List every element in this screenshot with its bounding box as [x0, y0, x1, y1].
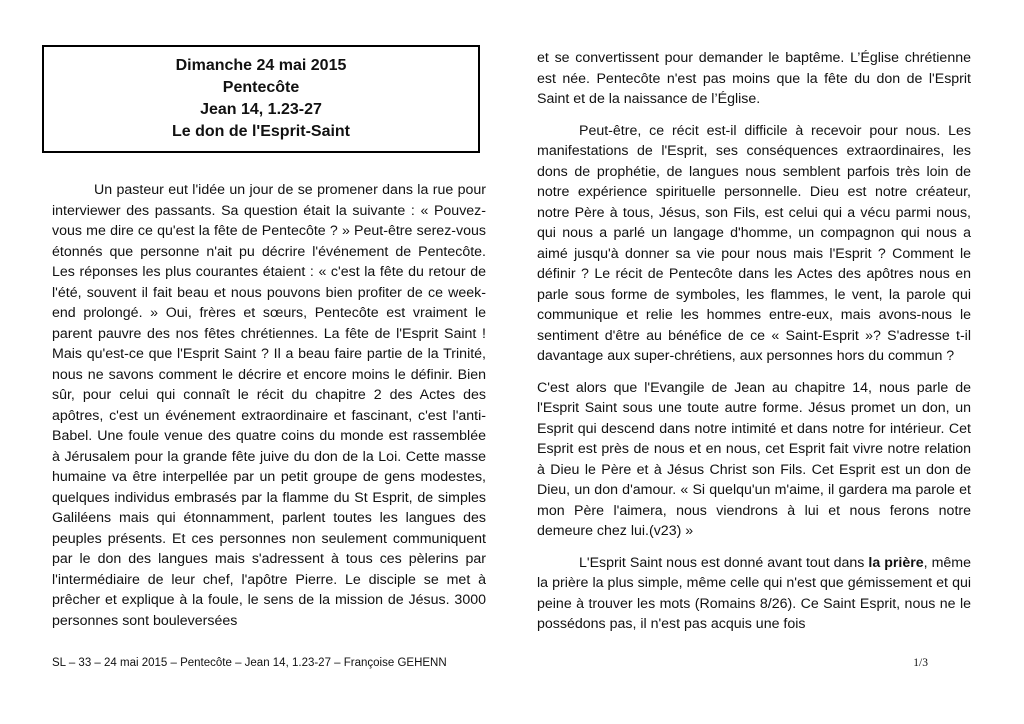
title-reference: Jean 14, 1.23-27	[200, 101, 322, 118]
left-paragraph-1: Un pasteur eut l'idée un jour de se promener dans la rue pour interviewer des passants. Sa question était la suivante : « Pouvez-vous me dire ce qu'est la fête de Pentecôte ? » Peut-être serez-vous étonnés que personne n'ait pu décrire l'événement de Pentecôte. Les réponses les plus courantes étaient : « c'est la fête du retour de l'été, souvent il fait beau et nous pouvons bien profiter de ce week-end prolongé. » Oui, frères et sœurs, Pentecôte est vraiment le parent pauvre des nos fêtes chrétiennes. La fête de l'Esprit Saint ! Mais qu'est-ce que l'Esprit Saint ? Il a beau faire partie de la Trinité, nous ne savons comment le décrire et encore moins le définir. Bien sûr, pour celui qui connaît le récit du chapitre 2 des Actes des apôtres, c'est un événement extraordinaire et fascinant, c'est l'anti-Babel. Une foule venue des quatre coins du monde est rassemblée à Jérusalem pour la grande fête juive du don de la Loi. Cette masse humaine va être interpellée par un petit groupe de gens modestes, quelques individus embrasés par la flamme du St Esprit, de simples Galiléens mais qui étonnamment, parlent toutes les langues des peuples présents. Et ces personnes non seulement communiquent par le don des langues mais s'adressent à tous ces pèlerins par l'intermédiaire de leur chef, l'apôtre Pierre. Le disciple se met à prêcher et explique à la foule, le sens de la mission de Jésus. 3000 personnes sont bouleversées	[52, 182, 486, 629]
right-paragraph-4-emphasis: la prière	[868, 554, 924, 571]
right-paragraph-3: C'est alors que l'Evangile de Jean au chapitre 14, nous parle de l'Esprit Saint sous une toute autre forme. Jésus promet un don, un Esprit qui descend dans notre intimité et dans notre for intérieur. Cet Esprit est près de nous et en nous, cet Esprit fait vivre notre relation à Dieu le Père et à Jésus Christ son Fils. Cet Esprit est un don de Dieu, un don d'amour. « Si quelqu'un m'aime, il gardera ma parole et mon Père l'aimera, nous viendrons à lui et nous ferons notre demeure chez lui.(v23) »	[537, 379, 971, 539]
page-footer	[52, 657, 928, 669]
right-paragraph-4-end: , même la prière la plus simple, même celle qui n'est que gémissement et qui peine à trouver les mots (Romains 8/26). Ce Saint Esprit, nous ne le possédons pas, il n'est pas acquis une fois	[537, 554, 972, 632]
right-paragraph-4-start: L'Esprit Saint nous est donné avant tout dans	[579, 554, 869, 571]
page-number: 1/3	[913, 657, 928, 669]
right-column	[537, 48, 971, 635]
title-feast: Pentecôte	[222, 79, 300, 96]
title-date: Dimanche 24 mai 2015	[175, 57, 347, 74]
title-theme: Le don de l'Esprit-Saint	[171, 123, 351, 140]
right-paragraph-2: Peut-être, ce récit est-il difficile à recevoir pour nous. Les manifestations de l'Esprit, ses conséquences extraordinaires, les dons de prophétie, de langues nous semblent parfois très loin de notre expérience spirituelle personnelle. Dieu est notre créateur, notre Père à tous, Jésus, son Fils, est celui qui a vécu parmi nous, qui nous a parlé un langage d'homme, un compagnon qui nous a aimé jusqu'à donner sa vie pour nous mais l'Esprit ? Comment le définir ? Le récit de Pentecôte dans les Actes des apôtres nous en parle sous forme de symboles, les flammes, le vent, la parole qui communique et relie les hommes entre-eux, mais avons-nous le sentiment d'être au bénéfice de ce « Saint-Esprit »? S'adresse t-il davantage aux super-chrétiens, aux personnes hors du commun ?	[537, 122, 971, 364]
right-paragraph-4	[537, 553, 971, 635]
left-column	[52, 180, 486, 631]
right-paragraph-1: et se convertissent pour demander le baptême. L’Église chrétienne est née. Pentecôte n'est pas moins que la fête du don de l'Esprit Saint et de la naissance de l’Église.	[537, 50, 971, 107]
title-box	[42, 45, 480, 153]
footer-text: SL – 33 – 24 mai 2015 – Pentecôte – Jean 14, 1.23-27 – Françoise GEHENN	[52, 657, 447, 669]
